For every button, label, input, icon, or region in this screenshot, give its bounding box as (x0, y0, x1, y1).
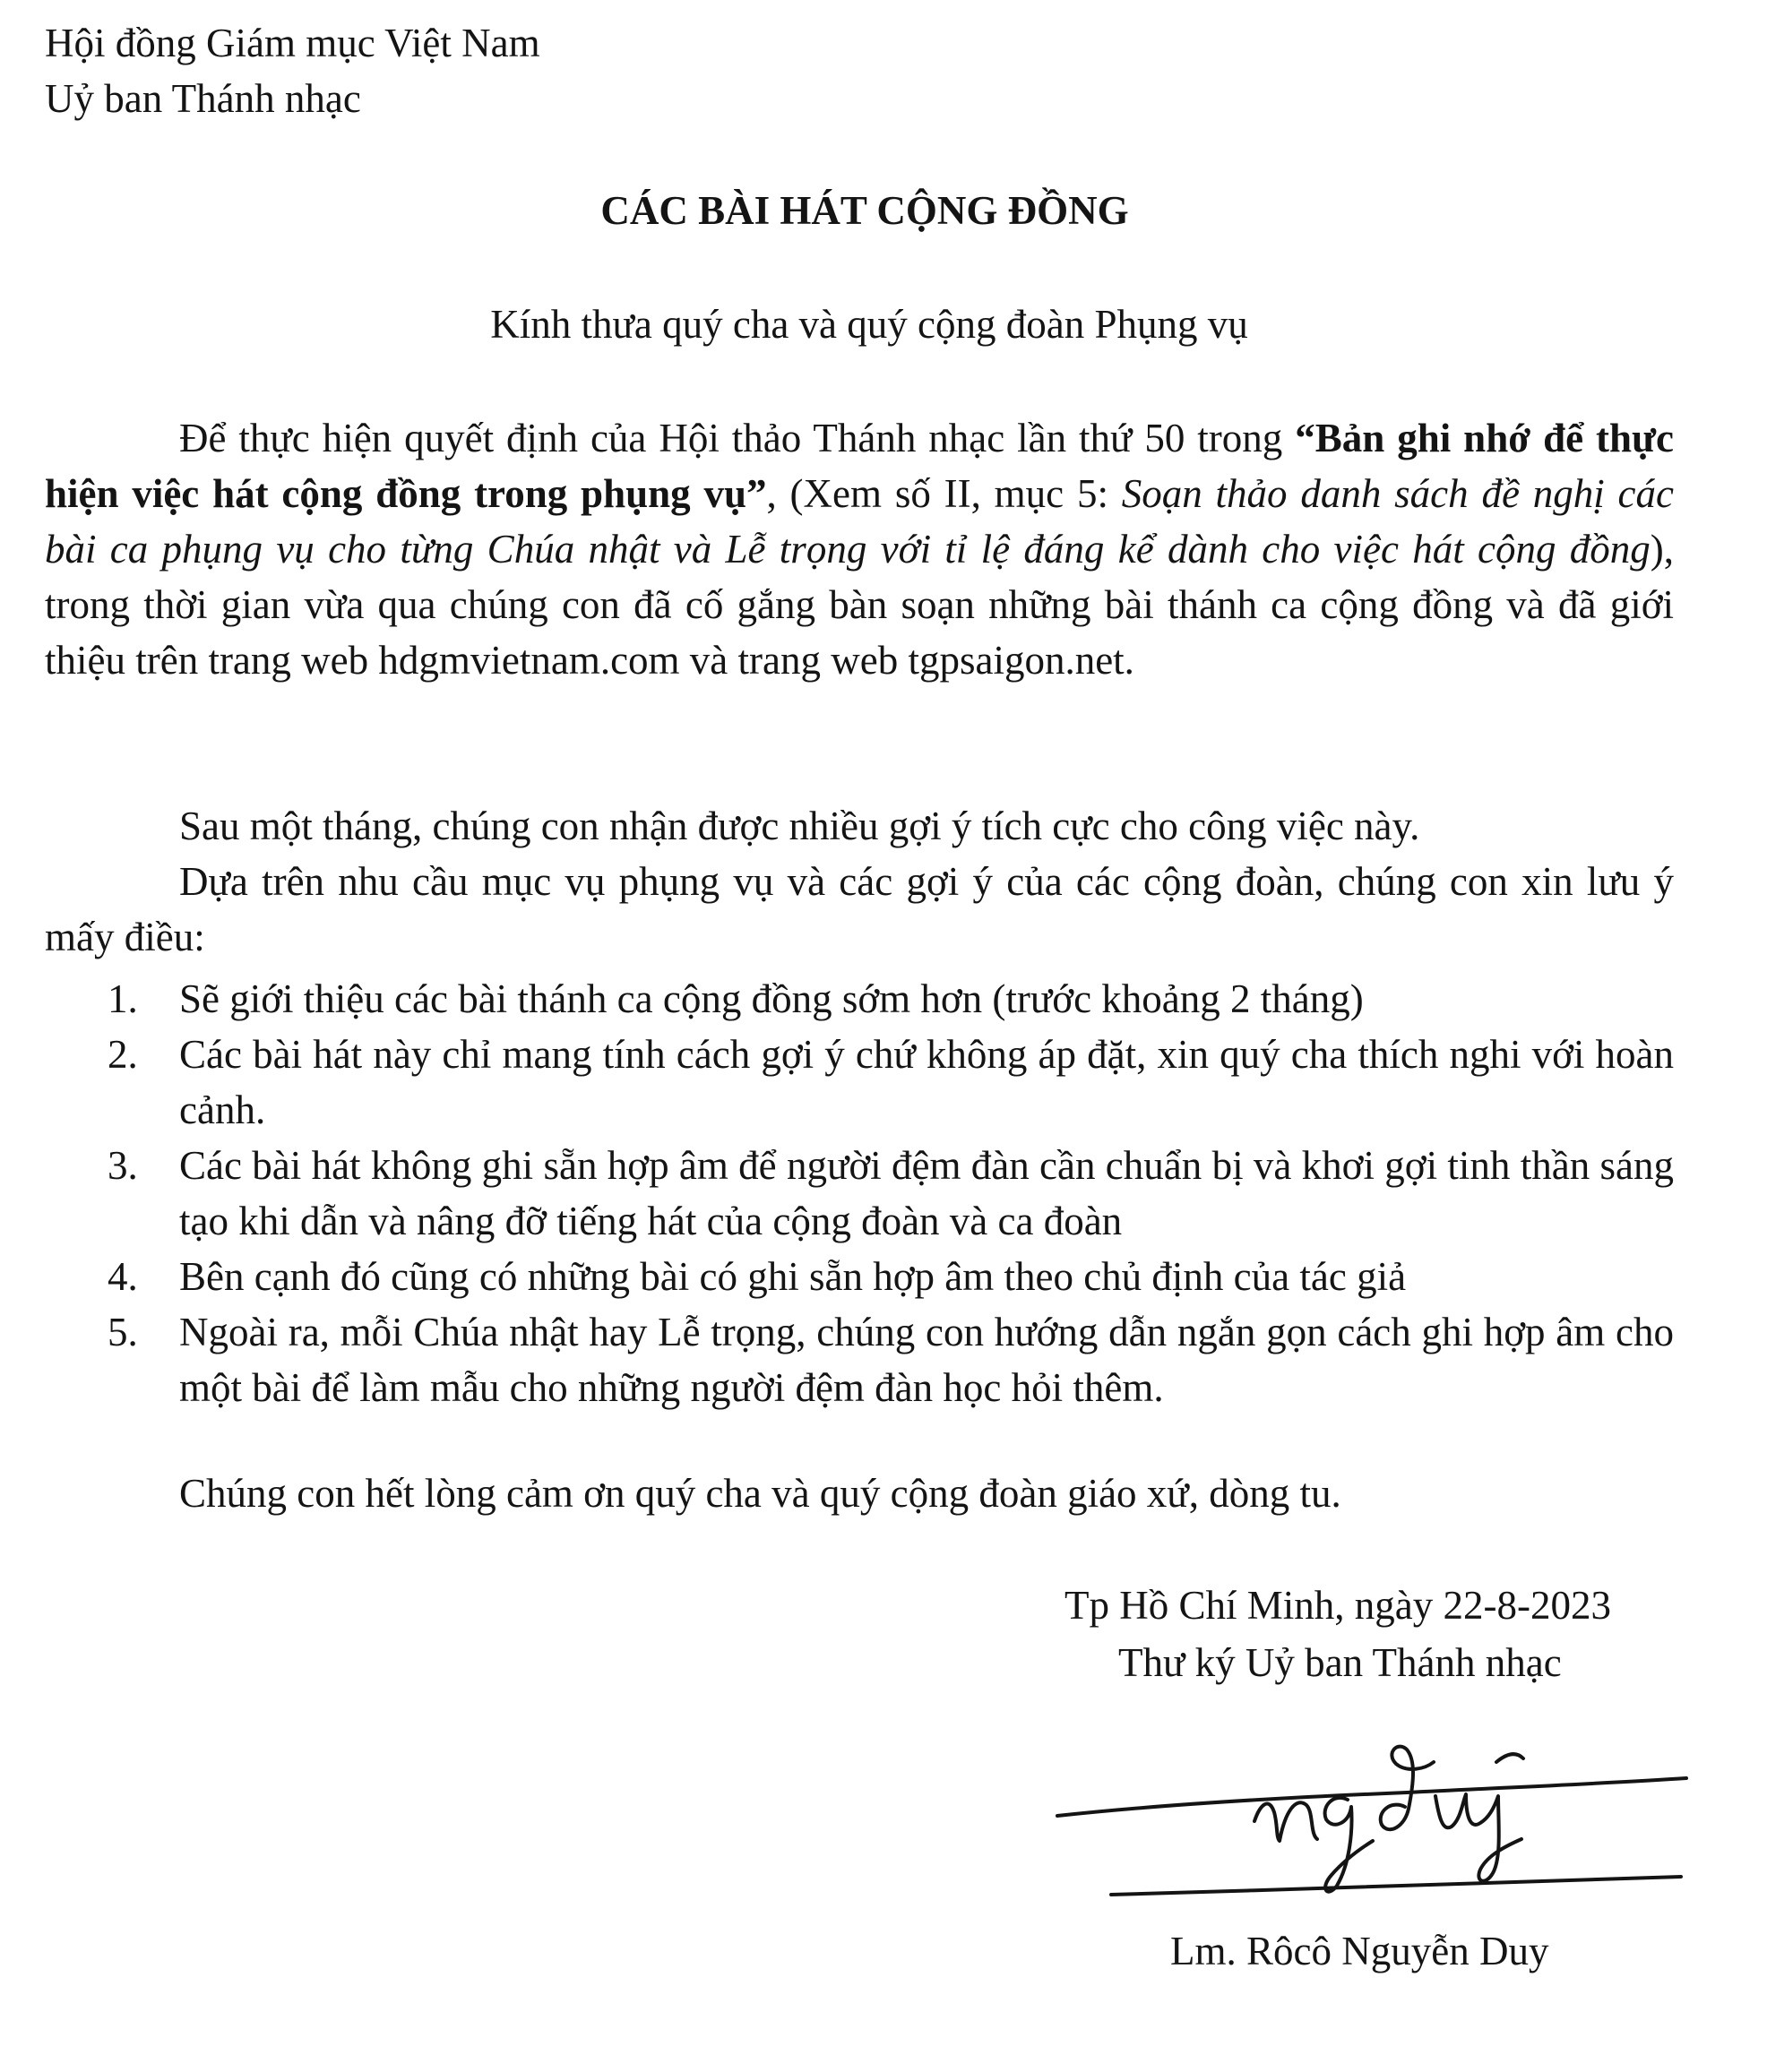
list-item (45, 971, 1674, 1027)
memo-quote: Soạn thảo danh sách đề nghị các bài ca phụng vụ cho từng Chúa nhật và Lễ trọng với tỉ lệ đáng kể dành cho việc hát cộng đồng (45, 471, 1674, 572)
list-number: 5. (108, 1310, 138, 1354)
paragraph-intro (45, 410, 1674, 688)
feedback-text: Sau một tháng, chúng con nhận được nhiều gợi ý tích cực cho công việc này. (179, 804, 1420, 848)
notes-list (45, 971, 1674, 1415)
list-item (45, 1249, 1674, 1304)
list-item-text: Ngoài ra, mỗi Chúa nhật hay Lễ trọng, chúng con hướng dẫn ngắn gọn cách ghi hợp âm cho một bài để làm mẫu cho những người đệm đàn học hỏi thêm. (179, 1310, 1674, 1410)
thanks-text: Chúng con hết lòng cảm ơn quý cha và quý cộng đoàn giáo xứ, dòng tu. (179, 1471, 1341, 1516)
list-number: 1. (108, 976, 138, 1021)
document-title: CÁC BÀI HÁT CỘNG ĐỒNG (600, 188, 1129, 233)
list-number: 4. (108, 1254, 138, 1299)
memo-title: “Bản ghi nhớ để thực hiện việc hát cộng đồng trong phụng vụ” (45, 416, 1674, 516)
handwritten-signature (1048, 1707, 1694, 1913)
list-item-text: Các bài hát không ghi sẵn hợp âm để người đệm đàn cần chuẩn bị và khơi gợi tinh thần sáng tạo khi dẫn và nâng đỡ tiếng hát của cộng đoàn và ca đoàn (179, 1143, 1674, 1243)
list-item (45, 1027, 1674, 1138)
list-item-text: Các bài hát này chỉ mang tính cách gợi ý chứ không áp đặt, xin quý cha thích nghi với hoàn cảnh. (179, 1032, 1674, 1132)
list-number: 3. (108, 1143, 138, 1188)
place-and-date: Tp Hồ Chí Minh, ngày 22-8-2023 (1065, 1583, 1611, 1628)
notes-intro-text: Dựa trên nhu cầu mục vụ phụng vụ và các gợi ý của các cộng đoàn, chúng con xin lưu ý mấy điều: (45, 859, 1674, 959)
memo-reference: , (Xem số II, mục 5: (766, 471, 1122, 516)
list-number: 2. (108, 1032, 138, 1077)
signer-position: Thư ký Uỷ ban Thánh nhạc (1118, 1640, 1562, 1685)
committee-name: Uỷ ban Thánh nhạc (45, 76, 361, 121)
list-item-text: Bên cạnh đó cũng có những bài có ghi sẵn hợp âm theo chủ định của tác giả (179, 1254, 1407, 1299)
organization-name: Hội đồng Giám mục Việt Nam (45, 21, 540, 65)
paragraph-feedback (45, 798, 1674, 854)
salutation: Kính thưa quý cha và quý cộng đoàn Phụng vụ (490, 302, 1248, 347)
paragraph-notes-intro (45, 854, 1674, 965)
intro-text: Để thực hiện quyết định của Hội thảo Thánh nhạc lần thứ 50 trong (179, 416, 1296, 460)
list-item (45, 1138, 1674, 1249)
intro-rest: ), trong thời gian vừa qua chúng con đã cố gắng bàn soạn những bài thánh ca cộng đồng và đã giới thiệu trên trang web hdgmvietnam.com và trang web tgpsaigon.net. (45, 527, 1674, 683)
signer-name: Lm. Rôcô Nguyễn Duy (1170, 1929, 1549, 1973)
list-item-text: Sẽ giới thiệu các bài thánh ca cộng đồng sớm hơn (trước khoảng 2 tháng) (179, 976, 1364, 1021)
paragraph-thanks (45, 1466, 1674, 1521)
list-item (45, 1304, 1674, 1415)
